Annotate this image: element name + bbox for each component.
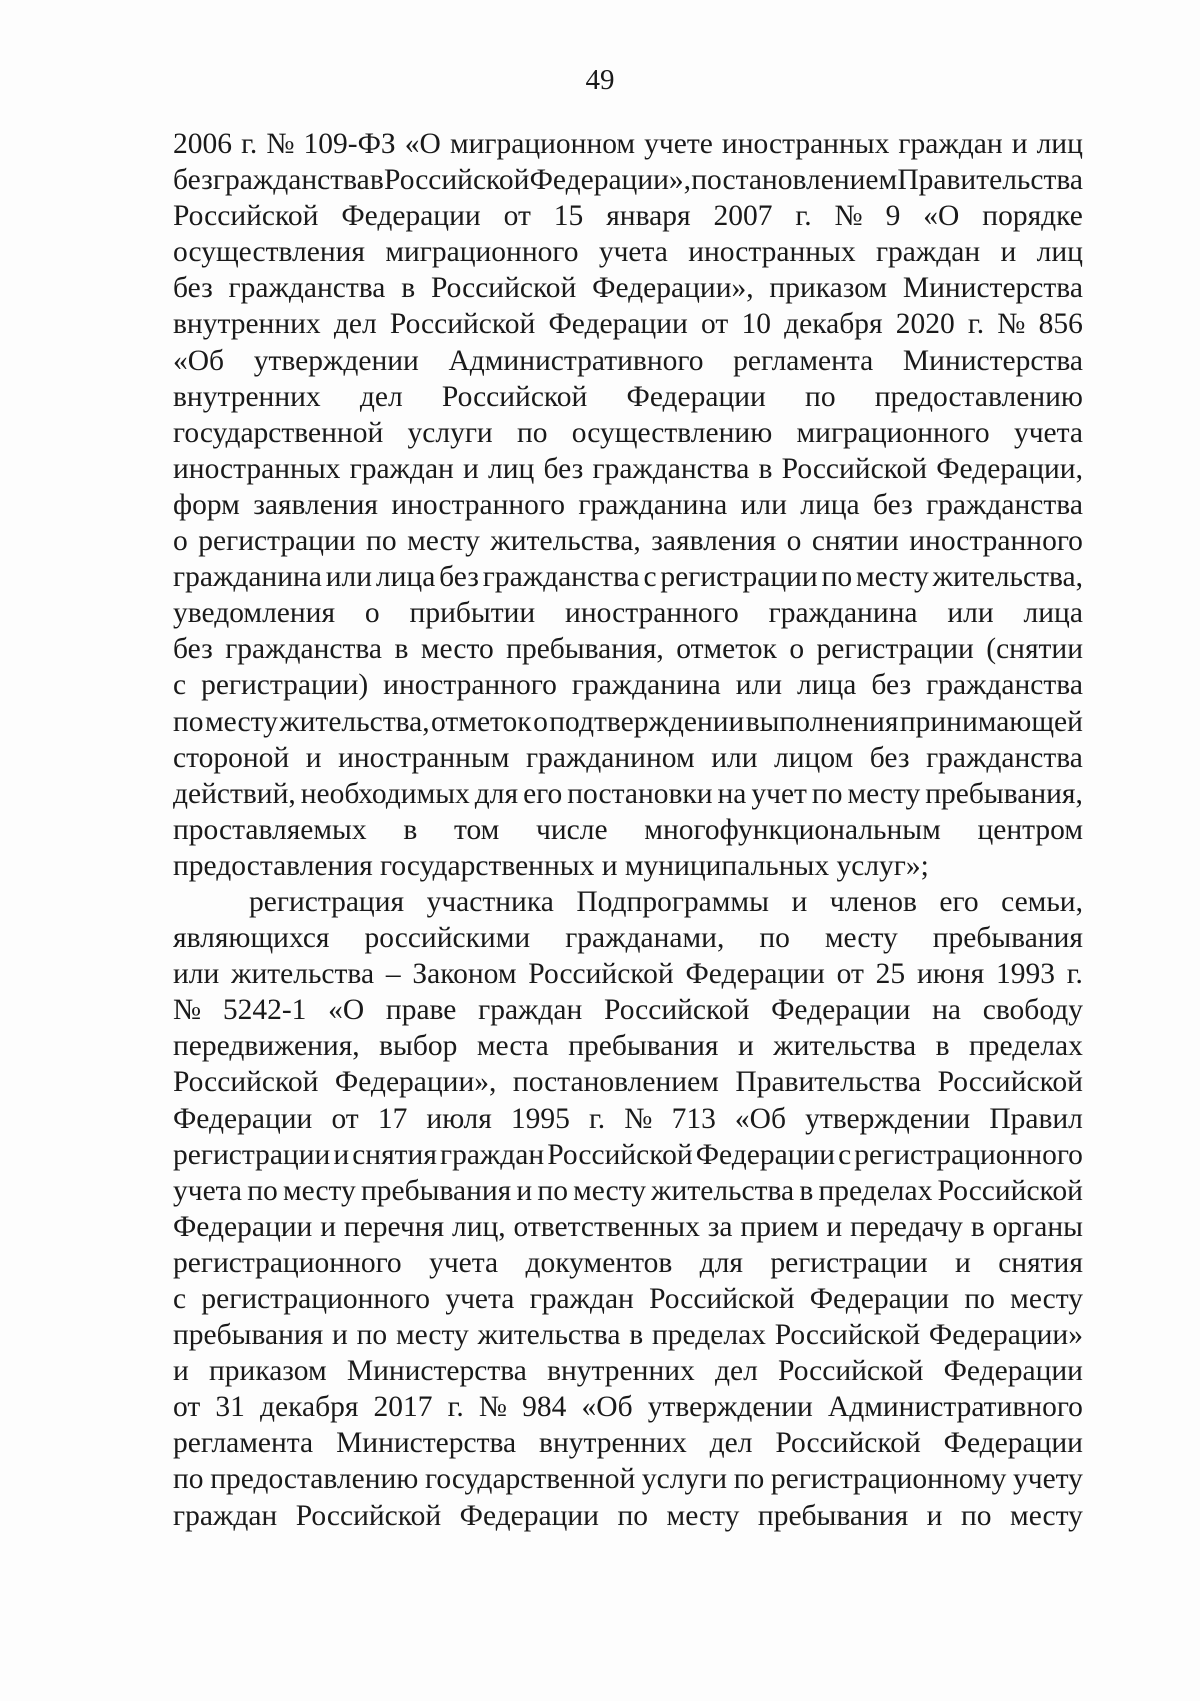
text-line: по месту жительства, отметок о подтверждении выполнения принимающей [173, 705, 1083, 738]
text-line: без гражданства в Российской Федерации», постановлением Правительства [173, 164, 1083, 197]
paragraph [173, 884, 1083, 1534]
text-line: предоставления государственных и муниципальных услуг»; [173, 849, 929, 882]
text-line: пребывания и по месту жительства в пределах Российской Федерации» [173, 1319, 1083, 1352]
text-line: регламента Министерства внутренних дел Российской Федерации [173, 1427, 1083, 1460]
text-line: без гражданства в Российской Федерации», приказом Министерства [173, 272, 1083, 305]
text-line: регистрационного учета документов для регистрации и снятия [173, 1246, 1083, 1279]
text-line: Федерации и перечня лиц, ответственных за прием и передачу в органы [173, 1210, 1083, 1243]
text-line: государственной услуги по осуществлению миграционного учета [173, 416, 1083, 449]
text-line: и приказом Министерства внутренних дел Российской Федерации [173, 1355, 1083, 1388]
text-line: регистрация участника Подпрограммы и членов его семьи, [249, 885, 1083, 918]
text-line: действий, необходимых для его постановки на учет по месту пребывания, [173, 777, 1083, 810]
text-line: внутренних дел Российской Федерации по предоставлению [173, 380, 1083, 413]
text-line: проставляемых в том числе многофункциональным центром [173, 813, 1083, 846]
text-line: с регистрации) иностранного гражданина или лица без гражданства [173, 669, 1083, 702]
text-line: «Об утверждении Административного регламента Министерства [173, 344, 1083, 377]
document-body [173, 126, 1083, 1534]
text-line: Российской Федерации от 15 января 2007 г. № 9 «О порядке [173, 200, 1083, 233]
text-line: стороной и иностранным гражданином или лицом без гражданства [173, 741, 1083, 774]
text-line: учета по месту пребывания и по месту жительства в пределах Российской [173, 1174, 1083, 1207]
text-line: Российской Федерации», постановлением Правительства Российской [173, 1066, 1083, 1099]
text-line: регистрации и снятия граждан Российской Федерации с регистрационного [173, 1138, 1083, 1171]
text-line: являющихся российскими гражданами, по месту пребывания [173, 922, 1083, 955]
text-line: передвижения, выбор места пребывания и жительства в пределах [173, 1030, 1083, 1063]
text-line: осуществления миграционного учета иностранных граждан и лиц [173, 236, 1083, 269]
text-line: граждан Российской Федерации по месту пребывания и по месту [173, 1499, 1083, 1532]
page-number: 49 [585, 64, 615, 96]
text-line: иностранных граждан и лиц без гражданства в Российской Федерации, [173, 452, 1083, 485]
text-line: Федерации от 17 июля 1995 г. № 713 «Об утверждении Правил [173, 1102, 1083, 1135]
text-line: 2006 г. № 109-ФЗ «О миграционном учете иностранных граждан и лиц [173, 128, 1083, 160]
text-line: уведомления о прибытии иностранного гражданина или лица [173, 597, 1083, 630]
text-line: по предоставлению государственной услуги по регистрационному учету [173, 1463, 1083, 1496]
text-line: или жительства – Законом Российской Федерации от 25 июня 1993 г. [173, 958, 1083, 991]
text-line: с регистрационного учета граждан Российской Федерации по месту [173, 1283, 1083, 1315]
text-line: о регистрации по месту жительства, заявления о снятии иностранного [173, 525, 1083, 558]
text-line: гражданина или лица без гражданства с регистрации по месту жительства, [173, 561, 1083, 594]
text-line: внутренних дел Российской Федерации от 10 декабря 2020 г. № 856 [173, 308, 1083, 341]
text-line: форм заявления иностранного гражданина или лица без гражданства [173, 488, 1083, 521]
paragraph [173, 126, 1083, 884]
text-line: без гражданства в место пребывания, отметок о регистрации (снятии [173, 633, 1083, 666]
text-line: № 5242-1 «О праве граждан Российской Федерации на свободу [173, 994, 1083, 1027]
text-line: от 31 декабря 2017 г. № 984 «Об утверждении Административного [173, 1391, 1083, 1424]
